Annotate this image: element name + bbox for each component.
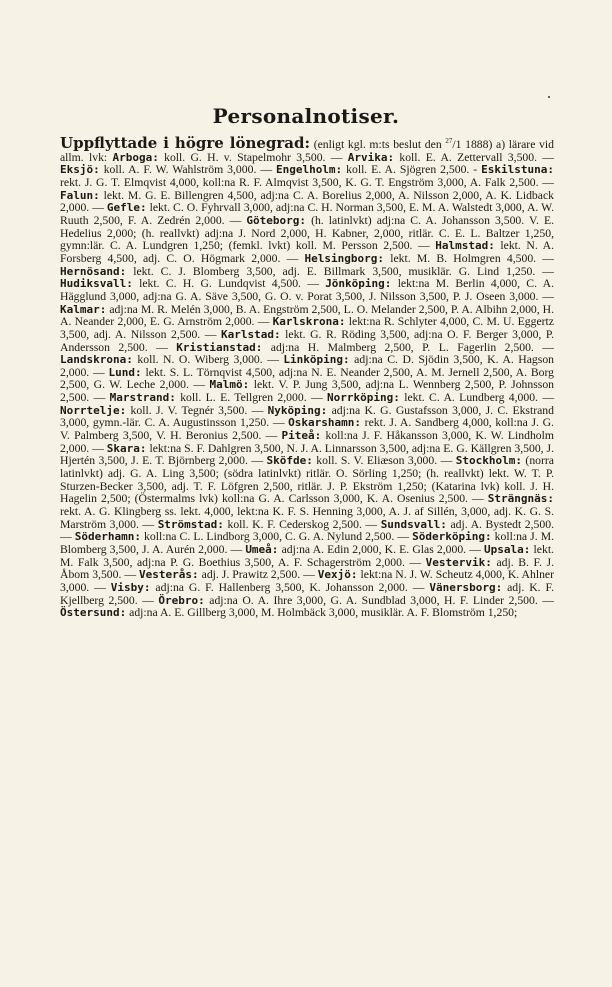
place-name: Skara: — [106, 441, 147, 455]
place-name: Sundsvall: — [380, 517, 447, 531]
place-name: Karlstad: — [220, 327, 281, 341]
place-name: Söderköping: — [412, 530, 492, 544]
appointment-text: lekt:na R. Schlyter 4,000, C. M. U. Eggertz 3,500, adj. A. Nilsson 2,500. — — [60, 315, 554, 341]
appointment-text: lekt:na N. J. W. Scheutz 4,000, K. Ahlner 3,000. — — [60, 568, 555, 594]
place-name: Landskrona: — [60, 353, 133, 367]
appointment-text: koll:na J. F. Håkansson 3,000, K. W. Lindholm 2,000. — — [60, 429, 554, 455]
appointment-text: rekt. J. A. Sandberg 4,000, koll:na J. G. V. Palmberg 3,500, V. H. Beronius 2,500. — — [60, 416, 554, 443]
appointment-text: lekt. M. Falk 3,500, adj:na P. G. Boethius 3,500, A. F. Schagerström 2,000. — — [60, 543, 554, 569]
place-name: Vänersborg: — [429, 580, 503, 594]
place-name: Hernösand: — [60, 264, 127, 278]
appointment-text: adj. K. F. Kjellberg 2,500. — — [60, 580, 555, 607]
place-name: Karlskrona: — [272, 315, 346, 329]
appointment-text: koll:na J. M. Blomberg 3,500, J. A. Aurén 2,000. — — [60, 530, 555, 556]
appointment-text: koll. L. E. Tellgren 2,000. — — [175, 391, 328, 405]
place-name: Vesterås: — [139, 568, 199, 582]
appointment-text: adj:na G. F. Hallenberg 3,500, K. Johansson 2,000. — — [150, 580, 430, 594]
appointment-text: adj:na M. R. Melén 3,000, B. A. Engström 2,500, L. O. Melander 2,500, P. A. Albihn 2,000, H. A. Neander 2,000, E. G. Arnström 2,000. — — [60, 302, 554, 329]
appointment-text: adj:na H. Malmberg 2,500, P. L. Fagerlin 2,500. — — [262, 340, 554, 354]
place-name: Vexjö: — [317, 568, 358, 582]
notice-article — [60, 134, 555, 620]
appointment-text: (h. latinlvkt) adj:na C. A. Johansson 3,500. V. E. Hedelius 2,000; (h. reallvkt) adj:na J. Nord 2,000, H. Kabner, 2,000, ritlär. C. E. L. Baltzer 1,250, gymn:lär. C. A. Lundgren 1,250; (femkl. lvkt) koll. M. Persson 2,500. — — [60, 213, 555, 253]
place-name: Halmstad: — [435, 239, 495, 253]
place-name: Kristianstad: — [176, 340, 263, 354]
place-name: Norrtelje: — [60, 403, 127, 417]
appointment-text: adj:na A. Edin 2,000, K. E. Glas 2,000. — — [278, 543, 485, 556]
place-name: Östersund: — [60, 606, 127, 620]
appointment-text: rekt. J. G. T. Elmqvist 4,000, koll:na R. F. Almqvist 3,500, K. G. T. Engström 3,000, A. Falk 2,500. — — [60, 175, 554, 189]
appointment-text: koll. E. A. Zettervall 3,500. — — [394, 150, 554, 164]
appointment-text: koll:na C. L. Lindborg 3,000, C. G. A. Nylund 2,500. — — [140, 530, 413, 544]
place-name: Örebro: — [158, 593, 205, 607]
appointment-text: adj. A. Bystedt 2,500. — — [60, 517, 555, 544]
place-name: Piteå: — [281, 429, 322, 443]
place-name: Helsingborg: — [304, 251, 384, 265]
place-name: Visby: — [110, 580, 151, 594]
appointment-text: lekt. C. O. Fyhrvall 3,000, adj:na C. H. Norman 3,500, E. M. A. Walstedt 3,000, A. W. Ruuth 2,500, F. A. Zedrén 2,000. — — [60, 201, 555, 227]
place-name: Söderhamn: — [74, 530, 141, 544]
appointment-text: adj:na C. D. Sjödin 3,500, K. A. Hagson 2,000. — — [60, 353, 555, 379]
appointment-text: koll. J. V. Tegnér 3,500. — — [126, 403, 268, 417]
place-name: Vestervik: — [425, 555, 492, 569]
place-name: Marstrand: — [109, 391, 176, 405]
lead-sup: 27 — [445, 137, 453, 146]
place-name: Lund: — [108, 365, 142, 379]
place-name: Malmö: — [209, 378, 250, 392]
place-name: Arvika: — [347, 150, 395, 164]
appointment-text: adj:na O. A. Ihre 3,000, G. A. Sundblad 3,000, H. F. Linder 2,500. — — [204, 593, 554, 607]
place-name: Eksjö: — [60, 163, 100, 177]
appointment-text: lekt. C. H. G. Lundqvist 4,500. — — [132, 277, 326, 291]
appointment-text: koll. K. F. Cederskog 2,500. — — [223, 517, 381, 531]
place-name: Strömstad: — [157, 517, 224, 531]
appointment-text: lekt. C. A. Lundberg 4,000. — — [399, 391, 555, 405]
place-name: Norrköping: — [327, 391, 400, 405]
place-name: Linköping: — [283, 353, 350, 367]
place-name: Upsala: — [484, 543, 531, 556]
lead-heading: Uppflyttade i högre lönegrad: — [60, 134, 311, 152]
appointment-text: lekt. S. L. Törnqvist 4,500, adj:na N. E. Neander 2,500, A. M. Jernell 2,500, A. Borg 2,500, G. W. Leche 2,000. — — [60, 365, 555, 392]
appointment-text: rekt. A. G. Klingberg ss. lekt. 4,000, lekt:na K. F. S. Henning 3,000, A. J. af Sillén, 3,000, adj. K. G. S. Marström 3,000. — — [60, 505, 554, 531]
place-name: Stockholm: — [455, 454, 522, 468]
place-name: Nyköping: — [267, 403, 328, 417]
place-name: Hudiksvall: — [60, 277, 133, 291]
appointment-text: lekt. N. A. Forsberg 4,500, adj. C. O. Högmark 2,000. — — [60, 239, 554, 265]
appointment-text: lekt. G. R. Röding 3,500, adj:na O. F. Berger 3,000, P. Andersson 2,500. — — [60, 327, 554, 354]
appointment-text: adj:na K. G. Gustafsson 3,000, J. C. Ekstrand 3,000, gymn.-lär. C. A. Augustinsson 1,250. — — [60, 403, 554, 430]
notice-paragraph — [60, 134, 555, 620]
appointment-text: (norra latinlvkt) adj. G. A. Ling 3,500; (södra latinlvkt) ritlär. O. Sörling 1,250; (h. reallvkt) lekt. W. T. P. Sturzen-Becker 3,500, adj. T. F. Löfgren 2,500, ritlär. J. P. Ekström 1,250; (Katarina lvk) koll. J. H. Hagelin 2,500; (Östermalms lvk) koll:na G. A. Carlsson 3,000, K. A. Osenius 2,500. — — [60, 454, 554, 506]
place-name: Umeå: — [245, 543, 279, 556]
lead-note: (enligt kgl. m:ts beslut den — [310, 138, 446, 151]
appointment-text: koll. N. O. Wiberg 3,000. — — [132, 353, 284, 367]
appointment-text: adj:na A. E. Gillberg 3,000, M. Holmbäck 3,000, musiklär. A. F. Blomström 1,250; — [126, 606, 518, 620]
lead-note-3: 1 1888) a) lärare vid allm. lvk: — [60, 138, 554, 164]
appointment-text: lekt. M. B. Holmgren 4,500. — — [384, 251, 554, 265]
appointment-text: lekt:na M. Berlin 4,000, C. A. Hägglund 3,000, adj:na G. A. Säve 3,500, G. O. v. Porat 3,500, J. Nilsson 3,500, P. J. Oseen 3,000. — — [60, 277, 554, 303]
appointment-text: lekt. M. G. E. Billengren 4,500, adj:na C. A. Borelius 2,000, A. Nilsson 2,000, A. K. Lidback 2,000. — — [60, 188, 554, 215]
page-title: Personalnotiser. — [212, 104, 400, 128]
place-name: Arboga: — [112, 150, 159, 164]
appointment-text: lekt:na S. F. Dahlgren 3,500, N. J. A. Linnarsson 3,500, adj:na E. G. Källgren 3,500, J. Hjertén 3,500, J. E. T. Björnberg 2,000. — — [60, 441, 554, 468]
appointment-text: lekt. C. J. Blomberg 3,500, adj. E. Billmark 3,500, musiklär. G. Lind 1,250. — — [126, 264, 554, 278]
appointment-text: koll. A. F. W. Wahlström 3,000. — — [99, 163, 276, 177]
place-name: Strängnäs: — [487, 492, 554, 506]
place-name: Jönköping: — [325, 277, 392, 291]
appointment-text: adj. J. Prawitz 2,500. — — [198, 568, 318, 582]
place-name: Engelholm: — [275, 163, 343, 177]
appointment-text: koll. E. A. Sjögren 2,500. - — [342, 163, 482, 177]
lead-note-2: / — [452, 138, 456, 151]
appointment-text: koll. S. V. Eliæson 3,000. — — [312, 454, 456, 468]
place-name: Eskilstuna: — [481, 163, 554, 177]
appointment-text: lekt. V. P. Jung 3,500, adj:na L. Wennberg 2,500, P. Johnsson 2,500. — — [60, 378, 555, 405]
appointment-text: adj. B. F. J. Åbom 3,500. — — [60, 555, 554, 582]
appointment-text: koll. G. H. v. Stapelmohr 3,500. — — [158, 150, 348, 164]
place-name: Göteborg: — [246, 213, 307, 227]
print-speck — [548, 96, 550, 98]
place-name: Falun: — [60, 188, 100, 202]
place-name: Oskarshamn: — [288, 416, 362, 430]
place-name: Sköfde: — [266, 454, 313, 468]
place-name: Gefle: — [106, 201, 147, 215]
place-name: Kalmar: — [60, 302, 107, 316]
